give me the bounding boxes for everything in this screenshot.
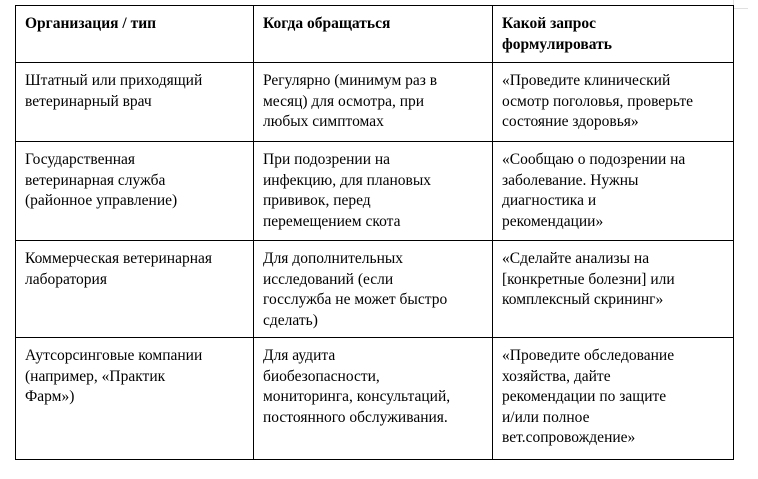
cell-request: «Проведите обследование хозяйства, дайте рекомендации по защите и/или полное вет.сопровождение» [493,338,734,460]
cell-when: Для аудита биобезопасности, мониторинга, консультаций, постоянного обслуживания. [254,338,493,460]
cell-organization: Аутсорсинговые компании (например, «Практик Фарм») [16,338,254,460]
table-row [16,142,734,241]
cell-when: Регулярно (минимум раз в месяц) для осмотра, при любых симптомах [254,63,493,142]
table-row [16,338,734,460]
header-organization: Организация / тип [16,6,254,63]
cell-request: «Сделайте анализы на [конкретные болезни] или комплексный скрининг» [493,241,734,338]
cell-request: «Сообщаю о подозрении на заболевание. Нужны диагностика и рекомендации» [493,142,734,241]
header-when-to-contact: Когда обращаться [254,6,493,63]
cell-when: При подозрении на инфекцию, для плановых прививок, перед перемещением скота [254,142,493,241]
cell-organization: Государственная ветеринарная служба (районное управление) [16,142,254,241]
header-request-wording: Какой запрос формулировать [493,6,734,63]
table-header-row [16,6,734,63]
cell-when: Для дополнительных исследований (если госслужба не может быстро сделать) [254,241,493,338]
corner-decoration [733,0,748,9]
cell-request: «Проведите клинический осмотр поголовья, проверьте состояние здоровья» [493,63,734,142]
cell-organization: Коммерческая ветеринарная лаборатория [16,241,254,338]
document-table-container [15,5,734,460]
table-row [16,241,734,338]
cell-organization: Штатный или приходящий ветеринарный врач [16,63,254,142]
table-row [16,63,734,142]
organizations-table [15,5,734,460]
